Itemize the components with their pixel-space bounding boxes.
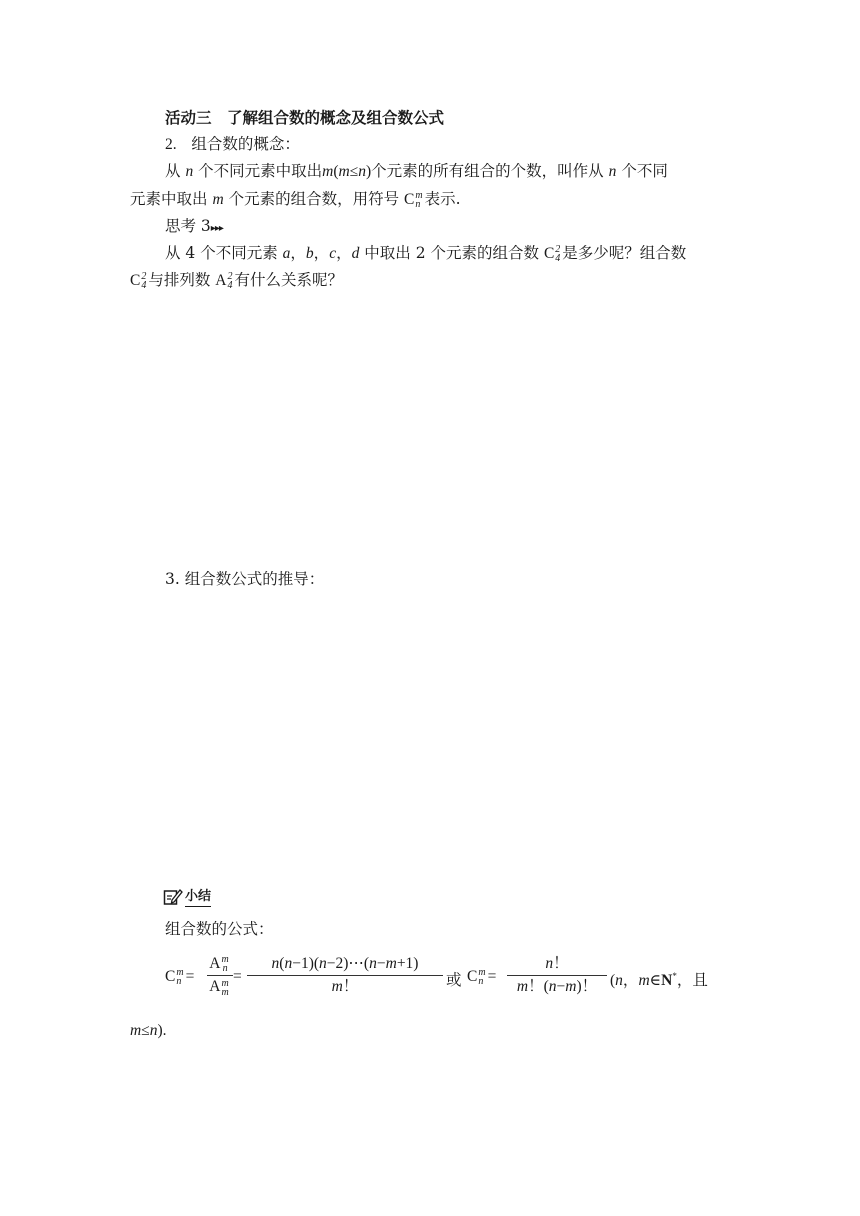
combination-formula: C m n = A m n A m m = n(n−1)(n−2)⋯(n−m+1) m！ 或 C m n = n！ m！(n−m)！ (n，m∈N*，且: [165, 954, 708, 998]
fraction-a-over-a: A m n A m m: [207, 955, 233, 997]
fraction-product-over-factorial: n(n−1)(n−2)⋯(n−m+1) m！: [247, 955, 443, 996]
item-2: [165, 134, 300, 155]
formula-tail: m≤n).: [130, 1022, 167, 1039]
formula-domain: (n，m∈N*，且: [610, 970, 708, 989]
formula-or: 或: [446, 972, 462, 989]
formula-lhs: C m n =: [165, 967, 195, 988]
definition-line-2: 元素中取出 m 个元素的组合数，用符号 C m n 表示.: [130, 190, 461, 210]
think-question-line-1: 从 4 个不同元素 a，b，c，d 中取出 2 个元素的组合数 C 2 4 是多少呢？组合数: [165, 244, 687, 264]
c-symbol: C: [404, 191, 415, 208]
think-question-line-2: C 2 4 与排列数 A 2 4 有什么关系呢？: [130, 271, 344, 291]
summary-intro: 组合数的公式：: [165, 920, 274, 938]
pencil-note-icon: [163, 888, 183, 906]
triple-arrow-icon: ▸▸▸: [210, 223, 223, 234]
summary-label: 小结: [185, 888, 211, 907]
item-3: 3. 组合数公式的推导：: [165, 570, 325, 588]
item-2-text: 组合数的概念：: [191, 135, 300, 153]
item-2-number: 2.: [165, 136, 177, 153]
fraction-n-factorial: n！ m！(n−m)！: [507, 955, 607, 996]
definition-line-1: 从 n 个不同元素中取出m(m≤n)个元素的所有组合的个数，叫作从 n 个不同: [165, 162, 668, 180]
section-title: 活动三 了解组合数的概念及组合数公式: [165, 109, 445, 127]
think-3-label: 思考 3▸▸▸: [165, 217, 223, 235]
m-constraint: m(m≤n): [322, 163, 372, 180]
